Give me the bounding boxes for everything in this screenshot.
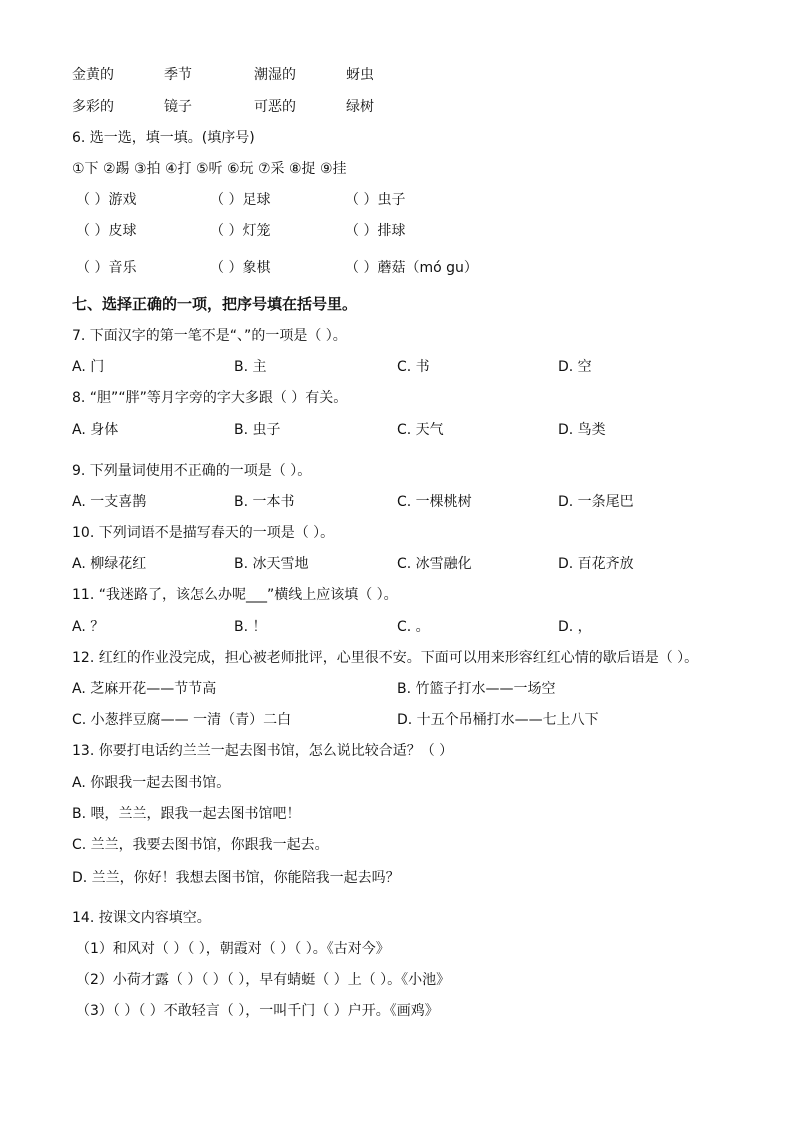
question-stem: 11. “我迷路了，该怎么办呢___”横线上应该填（ ）。 [72,587,398,603]
fill-item: （ ）皮球 [76,223,137,239]
question-stem: 14. 按课文内容填空。 [72,910,211,926]
option: B. 竹篮子打水——一场空 [397,681,556,697]
question-stem: 10. 下列词语不是描写春天的一项是（ ）。 [72,525,335,541]
fill-item: （ ）排球 [345,223,406,239]
word: 多彩的 [72,99,114,115]
fill-item: （ ）灯笼 [210,223,271,239]
fill-item: （ ）游戏 [76,192,137,208]
option: B. 虫子 [234,422,281,438]
option: D. 鸟类 [558,422,606,438]
option: D. 空 [558,359,592,375]
word: 金黄的 [72,67,114,83]
option: D. 百花齐放 [558,556,634,572]
word: 绿树 [346,99,374,115]
fill-item: （ ）象棋 [210,260,271,276]
option: B. 一本书 [234,494,295,510]
option: C. 兰兰，我要去图书馆，你跟我一起去。 [72,837,329,853]
option: B. 喂，兰兰，跟我一起去图书馆吧！ [72,806,301,822]
option: C. 一棵桃树 [397,494,472,510]
option: B. 冰天雪地 [234,556,309,572]
option: C. 。 [397,619,430,635]
option: A. 身体 [72,422,119,438]
fill-item: （ ）虫子 [345,192,406,208]
fill-line: （2）小荷才露（ ）（ ）（ ），早有蜻蜓（ ）上（ ）。《小池》 [76,972,451,988]
option: B. 主 [234,359,267,375]
word: 潮湿的 [254,67,296,83]
option: A. 一支喜鹊 [72,494,147,510]
option: C. 书 [397,359,430,375]
question-stem: 12. 红红的作业没完成，担心被老师批评，心里很不安。下面可以用来形容红红心情的歇后语是（ ）。 [72,650,699,666]
option: D. 十五个吊桶打水——七上八下 [397,712,599,728]
fill-item: （ ）音乐 [76,260,137,276]
question-stem: 8. “胆”“胖”等月字旁的字大多跟（ ）有关。 [72,390,348,406]
word: 镜子 [164,99,192,115]
fill-line: （3）（ ）（ ）不敢轻言（ ），一叫千门（ ）户开。《画鸡》 [76,1003,439,1019]
option: D. 兰兰，你好！我想去图书馆，你能陪我一起去吗？ [72,870,400,886]
option: A. 你跟我一起去图书馆。 [72,775,231,791]
option: A. 柳绿花红 [72,556,147,572]
option: C. 小葱拌豆腐—— 一清（青）二白 [72,712,292,728]
fill-line: （1）和风对（ ）（ ），朝霞对（ ）（ ）。《古对今》 [76,941,390,957]
option: A. 芝麻开花——节节高 [72,681,217,697]
word: 季节 [164,67,192,83]
option: D. 一条尾巴 [558,494,634,510]
question-6-title: 6. 选一选，填一填。(填序号) [72,130,255,146]
option: C. 冰雪融化 [397,556,472,572]
question-stem: 7. 下面汉字的第一笔不是“、”的一项是（ ）。 [72,328,347,344]
question-stem: 13. 你要打电话约兰兰一起去图书馆，怎么说比较合适？（ ） [72,743,454,759]
fill-item: （ ）足球 [210,192,271,208]
option: C. 天气 [397,422,444,438]
question-stem: 9. 下列量词使用不正确的一项是（ ）。 [72,463,312,479]
option: D. ， [558,619,592,635]
option: A. ？ [72,619,105,635]
word: 蚜虫 [346,67,374,83]
fill-item: （ ）蘑菇（mó gu） [345,260,478,276]
section-heading: 七、选择正确的一项，把序号填在括号里。 [72,295,358,313]
word: 可恶的 [254,99,296,115]
option: B. ！ [234,619,267,635]
question-6-options: ①下 ②踢 ③拍 ④打 ⑤听 ⑥玩 ⑦采 ⑧捉 ⑨挂 [72,161,347,177]
option: A. 门 [72,359,105,375]
